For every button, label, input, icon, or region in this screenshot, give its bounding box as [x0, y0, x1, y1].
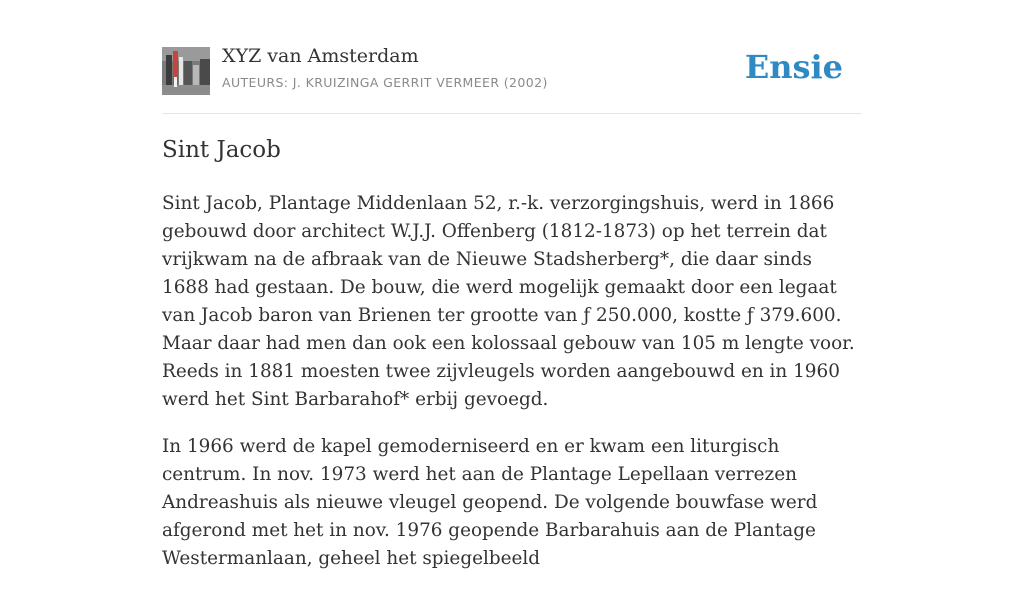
- entry-title: Sint Jacob: [162, 137, 281, 163]
- entry-body: [162, 190, 864, 592]
- book-cover-image: [162, 47, 210, 95]
- entry-paragraph: Sint Jacob, Plantage Middenlaan 52, r.-k. verzorgingshuis, werd in 1866 gebouwd door architect W.J.J. Offenberg (1812-1873) op het terrein dat vrijkwam na de afbraak van de Nieuwe Stadsherberg*, die daar sinds 1688 had gestaan. De bouw, die werd mogelijk gemaakt door een legaat van Jacob baron van Brienen ter grootte van ƒ 250.000, kostte ƒ 379.600. Maar daar had men dan ook een kolossaal gebouw van 105 m lengte voor. Reeds in 1881 moesten twee zijvleugels worden aangebouwd en in 1960 werd het Sint Barbarahof* erbij gevoegd.: [162, 193, 855, 410]
- book-title[interactable]: XYZ van Amsterdam: [222, 45, 419, 67]
- page: [162, 0, 862, 569]
- book-authors: AUTEURS: J. KRUIZINGA GERRIT VERMEER (2002): [222, 75, 548, 90]
- book-cover-avatar[interactable]: [162, 47, 210, 95]
- ensie-logo-link[interactable]: Ensie: [744, 48, 843, 86]
- book-header: [162, 0, 862, 114]
- entry-paragraph: In 1966 werd de kapel gemoderniseerd en er kwam een liturgisch centrum. In nov. 1973 werd het aan de Plantage Lepellaan verrezen Andreashuis als nieuwe vleugel geopend. De volgende bouwfase werd afgerond met het in nov. 1976 geopende Barbarahuis aan de Plantage Westermanlaan, geheel het spiegelbeeld: [162, 436, 818, 569]
